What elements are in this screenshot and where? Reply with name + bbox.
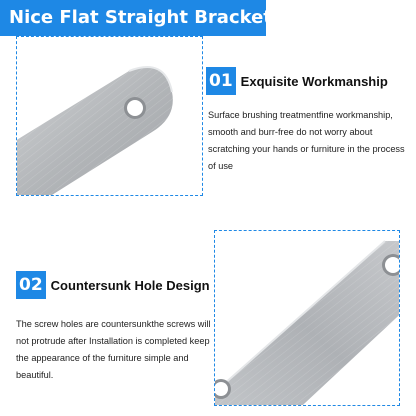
feature-number-badge: 02 (16, 271, 46, 299)
feature-title: Countersunk Hole Design (50, 277, 210, 293)
feature-number-badge: 01 (206, 67, 236, 95)
bracket-photo-end (16, 36, 203, 196)
feature-description: Surface brushing treatmentfine workmanship, smooth and burr-free do not worry about scratching your hands or furniture in the process of use (208, 110, 405, 171)
bracket-holes-image (215, 231, 400, 406)
banner-title: Nice Flat Straight Bracket (0, 0, 266, 36)
bracket-photo-holes (214, 230, 400, 406)
feature-title: Exquisite Workmanship (240, 73, 388, 89)
feature-description: The screw holes are countersunkthe screws will not protrude after Installation is completed keep the appearance of the furniture simple and beautiful. (16, 319, 211, 380)
bracket-end-image (17, 37, 203, 196)
feature-heading-workmanship (206, 67, 388, 95)
feature-heading-countersunk (16, 271, 210, 299)
